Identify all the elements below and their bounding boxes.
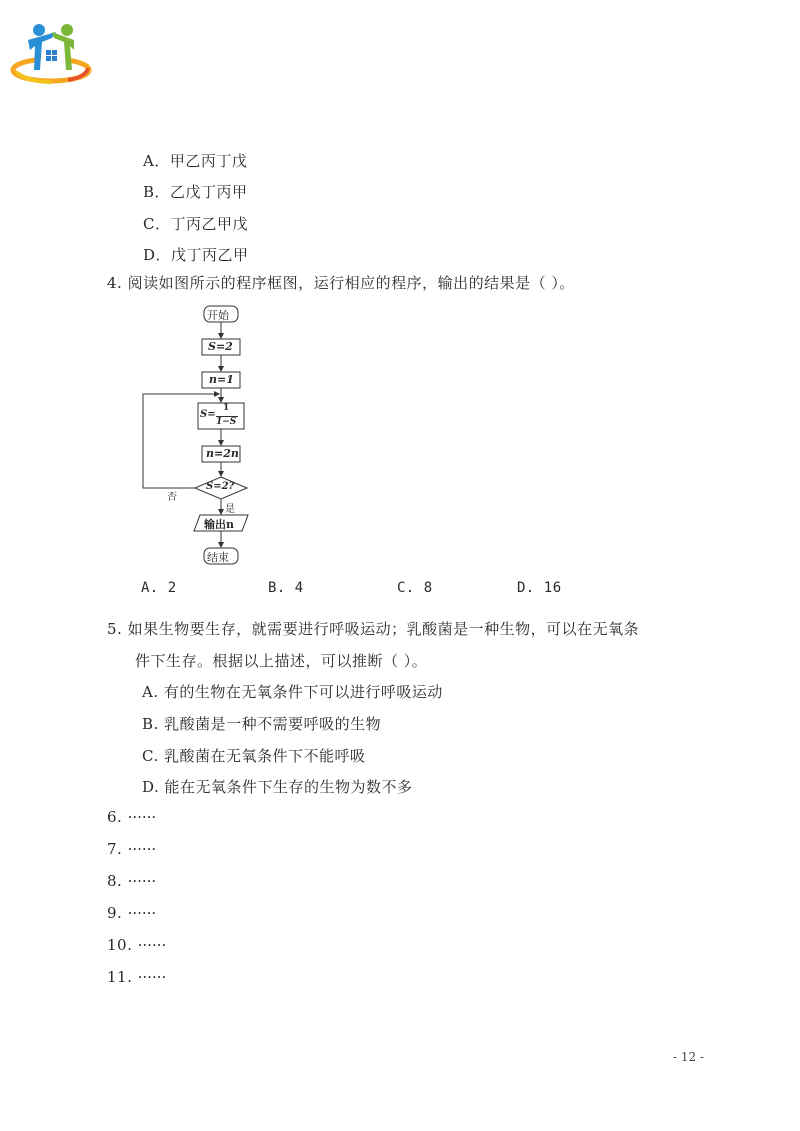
question-9 bbox=[107, 904, 156, 922]
question-ellipsis: ······ bbox=[127, 808, 157, 826]
option-text: 甲乙丙丁戊 bbox=[169, 152, 248, 170]
question-text-line1: 如果生物要生存，就需要进行呼吸运动；乳酸菌是一种生物，可以在无氧条 bbox=[127, 620, 640, 638]
update-n-label: n=2n bbox=[206, 447, 239, 460]
update-s-left: S= bbox=[200, 409, 216, 420]
option-label: B. bbox=[142, 715, 159, 733]
program-flowchart bbox=[140, 302, 270, 572]
no-branch-label: 否 bbox=[167, 492, 177, 503]
question-number: 10. bbox=[107, 936, 133, 954]
question-ellipsis: ······ bbox=[127, 904, 157, 922]
q3-option-d bbox=[143, 244, 249, 265]
option-text: 丁丙乙甲戊 bbox=[170, 215, 248, 233]
question-11 bbox=[107, 968, 166, 986]
end-label: 结束 bbox=[207, 551, 229, 564]
question-10 bbox=[107, 936, 166, 954]
q4-option-b bbox=[268, 580, 304, 596]
question-number: 8. bbox=[107, 872, 123, 890]
question-text-line2: 件下生存。根据以上描述，可以推断（ ）。 bbox=[135, 652, 428, 670]
option-text: 4 bbox=[294, 580, 304, 596]
output-label: 输出n bbox=[204, 518, 234, 531]
condition-label: S=2? bbox=[206, 481, 235, 492]
option-label: A. bbox=[142, 683, 159, 701]
option-text: 8 bbox=[423, 580, 433, 596]
question-text: 阅读如图所示的程序框图，运行相应的程序，输出的结果是（ ）。 bbox=[127, 274, 575, 292]
question-number: 9. bbox=[107, 904, 123, 922]
update-s-numerator: 1 bbox=[223, 403, 230, 413]
question-5 bbox=[107, 618, 639, 639]
question-7 bbox=[107, 840, 156, 858]
option-label: D. bbox=[517, 580, 535, 596]
q3-option-b bbox=[143, 181, 248, 202]
question-number: 11. bbox=[107, 968, 133, 986]
option-text: 乳酸菌在无氧条件下不能呼吸 bbox=[164, 747, 366, 765]
question-4 bbox=[107, 272, 575, 293]
question-number: 6. bbox=[107, 808, 123, 826]
option-text: 有的生物在无氧条件下可以进行呼吸运动 bbox=[163, 683, 443, 701]
option-label: C. bbox=[397, 580, 415, 596]
update-s-denominator: 1−S bbox=[216, 417, 237, 427]
option-text: 能在无氧条件下生存的生物为数不多 bbox=[164, 778, 413, 796]
family-house-logo-icon bbox=[8, 20, 94, 86]
question-number: 4. bbox=[107, 274, 123, 292]
option-label: A． bbox=[143, 152, 170, 170]
q5-option-b bbox=[142, 713, 381, 734]
question-ellipsis: ······ bbox=[137, 968, 167, 986]
option-label: D. bbox=[142, 778, 160, 796]
option-label: C. bbox=[142, 747, 159, 765]
q3-option-a bbox=[143, 150, 247, 171]
question-ellipsis: ······ bbox=[137, 936, 167, 954]
option-text: 乙戊丁丙甲 bbox=[170, 183, 248, 201]
q5-option-c bbox=[142, 745, 366, 766]
option-label: B. bbox=[268, 580, 286, 596]
q5-option-d bbox=[142, 776, 413, 797]
option-label: C． bbox=[143, 215, 171, 233]
question-ellipsis: ······ bbox=[127, 872, 157, 890]
question-5-continued bbox=[135, 650, 427, 671]
option-text: 戊丁丙乙甲 bbox=[171, 246, 249, 264]
yes-branch-label: 是 bbox=[225, 504, 235, 515]
q4-option-d bbox=[517, 580, 562, 596]
q4-option-c bbox=[397, 580, 433, 596]
q3-option-c bbox=[143, 213, 248, 234]
question-6 bbox=[107, 808, 156, 826]
question-ellipsis: ······ bbox=[127, 840, 157, 858]
option-label: A. bbox=[141, 580, 159, 596]
option-text: 2 bbox=[167, 580, 177, 596]
question-8 bbox=[107, 872, 156, 890]
page-number: - 12 - bbox=[673, 1050, 705, 1064]
q4-option-a bbox=[141, 580, 177, 596]
init-n-label: n=1 bbox=[209, 373, 234, 386]
q5-option-a bbox=[142, 681, 443, 702]
option-text: 乳酸菌是一种不需要呼吸的生物 bbox=[164, 715, 382, 733]
option-label: D． bbox=[143, 246, 172, 264]
start-label: 开始 bbox=[207, 309, 229, 322]
question-number: 5. bbox=[107, 620, 123, 638]
option-text: 16 bbox=[543, 580, 562, 596]
option-label: B． bbox=[143, 183, 171, 201]
question-number: 7. bbox=[107, 840, 123, 858]
init-s-label: S=2 bbox=[208, 340, 233, 353]
